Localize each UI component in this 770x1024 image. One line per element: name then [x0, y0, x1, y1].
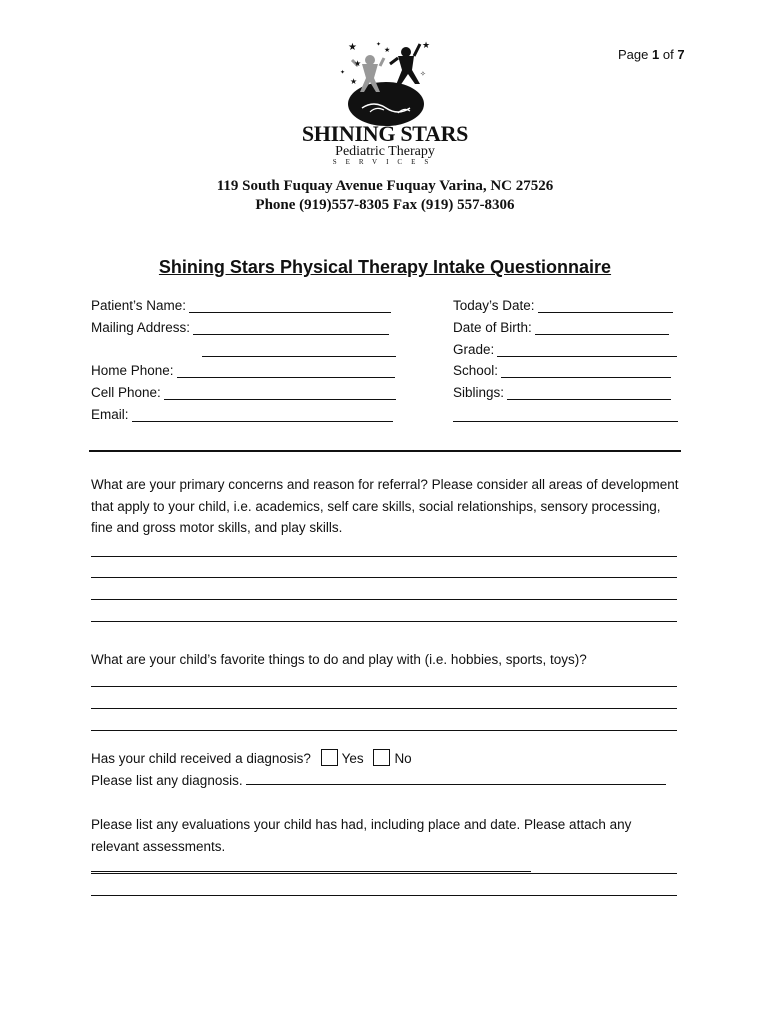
diagnosis-list-input[interactable]	[246, 772, 666, 785]
grade-field[interactable]	[453, 342, 677, 357]
email-input[interactable]	[132, 408, 393, 422]
page-of: of	[662, 47, 674, 62]
yes-label: Yes	[341, 751, 364, 766]
email-label: Email:	[91, 407, 129, 422]
date-of-birth-label: Date of Birth:	[453, 320, 532, 335]
answer-line[interactable]	[91, 577, 677, 578]
siblings-line-2[interactable]	[453, 421, 678, 422]
todays-date-label: Today’s Date:	[453, 298, 535, 313]
svg-text:✦: ✦	[376, 42, 382, 48]
evaluations-input[interactable]	[91, 859, 531, 872]
patient-name-field[interactable]	[91, 298, 391, 313]
todays-date-input[interactable]	[538, 299, 673, 313]
siblings-input[interactable]	[507, 386, 671, 400]
logo-tagline: SERVICES	[332, 158, 438, 166]
diagnosis-list-field	[91, 770, 681, 792]
page-total: 7	[677, 47, 685, 62]
svg-text:✦: ✦	[340, 70, 346, 76]
home-phone-input[interactable]	[177, 364, 395, 378]
answer-line[interactable]	[91, 599, 677, 600]
question-diagnosis	[91, 748, 681, 770]
no-label: No	[394, 751, 412, 766]
email-field[interactable]	[91, 407, 393, 422]
mailing-address-field[interactable]	[91, 320, 389, 335]
svg-text:✧: ✧	[420, 71, 426, 78]
svg-text:★: ★	[384, 47, 391, 54]
diagnosis-list-label: Please list any diagnosis.	[91, 773, 243, 788]
diagnosis-question-text: Has your child received a diagnosis?	[91, 751, 311, 766]
evaluations-question-text: Please list any evaluations your child has had, including place and date. Please attach any relevant assessments.	[91, 817, 632, 854]
patient-name-label: Patient’s Name:	[91, 298, 187, 313]
patient-name-input[interactable]	[189, 299, 391, 313]
logo-title: SHINING STARS	[301, 121, 469, 146]
date-of-birth-input[interactable]	[535, 321, 669, 335]
grade-label: Grade:	[453, 342, 495, 357]
svg-text:★: ★	[348, 42, 357, 53]
answer-line[interactable]	[91, 873, 677, 874]
answer-line[interactable]	[91, 686, 677, 687]
grade-input[interactable]	[497, 343, 677, 357]
answer-line[interactable]	[91, 895, 677, 896]
question-favorite-things: What are your child’s favorite things to do and play with (i.e. hobbies, sports, toys)?	[91, 652, 587, 667]
page-number	[618, 47, 685, 62]
school-field[interactable]	[453, 363, 671, 378]
home-phone-field[interactable]	[91, 363, 395, 378]
cell-phone-label: Cell Phone:	[91, 385, 161, 400]
answer-line[interactable]	[91, 730, 677, 731]
siblings-label: Siblings:	[453, 385, 505, 400]
svg-text:★: ★	[350, 77, 358, 86]
siblings-field[interactable]	[453, 385, 671, 400]
answer-line[interactable]	[91, 556, 677, 557]
yes-checkbox[interactable]	[321, 749, 338, 766]
logo-subtitle: Pediatric Therapy	[335, 144, 435, 159]
mailing-address-input[interactable]	[193, 321, 389, 335]
page-label: Page	[618, 47, 649, 62]
page-current: 1	[652, 47, 660, 62]
school-input[interactable]	[501, 364, 671, 378]
answer-line[interactable]	[91, 708, 677, 709]
home-phone-label: Home Phone:	[91, 363, 174, 378]
question-evaluations	[91, 814, 651, 879]
answer-line[interactable]	[91, 621, 677, 622]
todays-date-field[interactable]	[453, 298, 673, 313]
svg-text:★: ★	[422, 40, 431, 50]
no-checkbox[interactable]	[373, 749, 390, 766]
cell-phone-field[interactable]	[91, 385, 396, 400]
svg-text:★: ★	[354, 59, 362, 68]
address-line-1: 119 South Fuquay Avenue Fuquay Varina, NC 27526	[216, 178, 554, 194]
school-label: School:	[453, 363, 499, 378]
date-of-birth-field[interactable]	[453, 320, 669, 335]
mailing-address-line-2[interactable]	[202, 356, 396, 357]
question-referral-concerns: What are your primary concerns and reason for referral? Please consider all areas of development that apply to your child, i.e. academics, self care skills, social relationships, sensory processing, fine and gross motor skills, and play skills.	[91, 477, 679, 535]
section-divider	[89, 450, 681, 452]
document-title: Shining Stars Physical Therapy Intake Questionnaire	[158, 257, 612, 277]
address-line-2: Phone (919)557-8305 Fax (919) 557-8306	[255, 197, 515, 213]
cell-phone-input[interactable]	[164, 386, 396, 400]
mailing-address-label: Mailing Address:	[91, 320, 191, 335]
